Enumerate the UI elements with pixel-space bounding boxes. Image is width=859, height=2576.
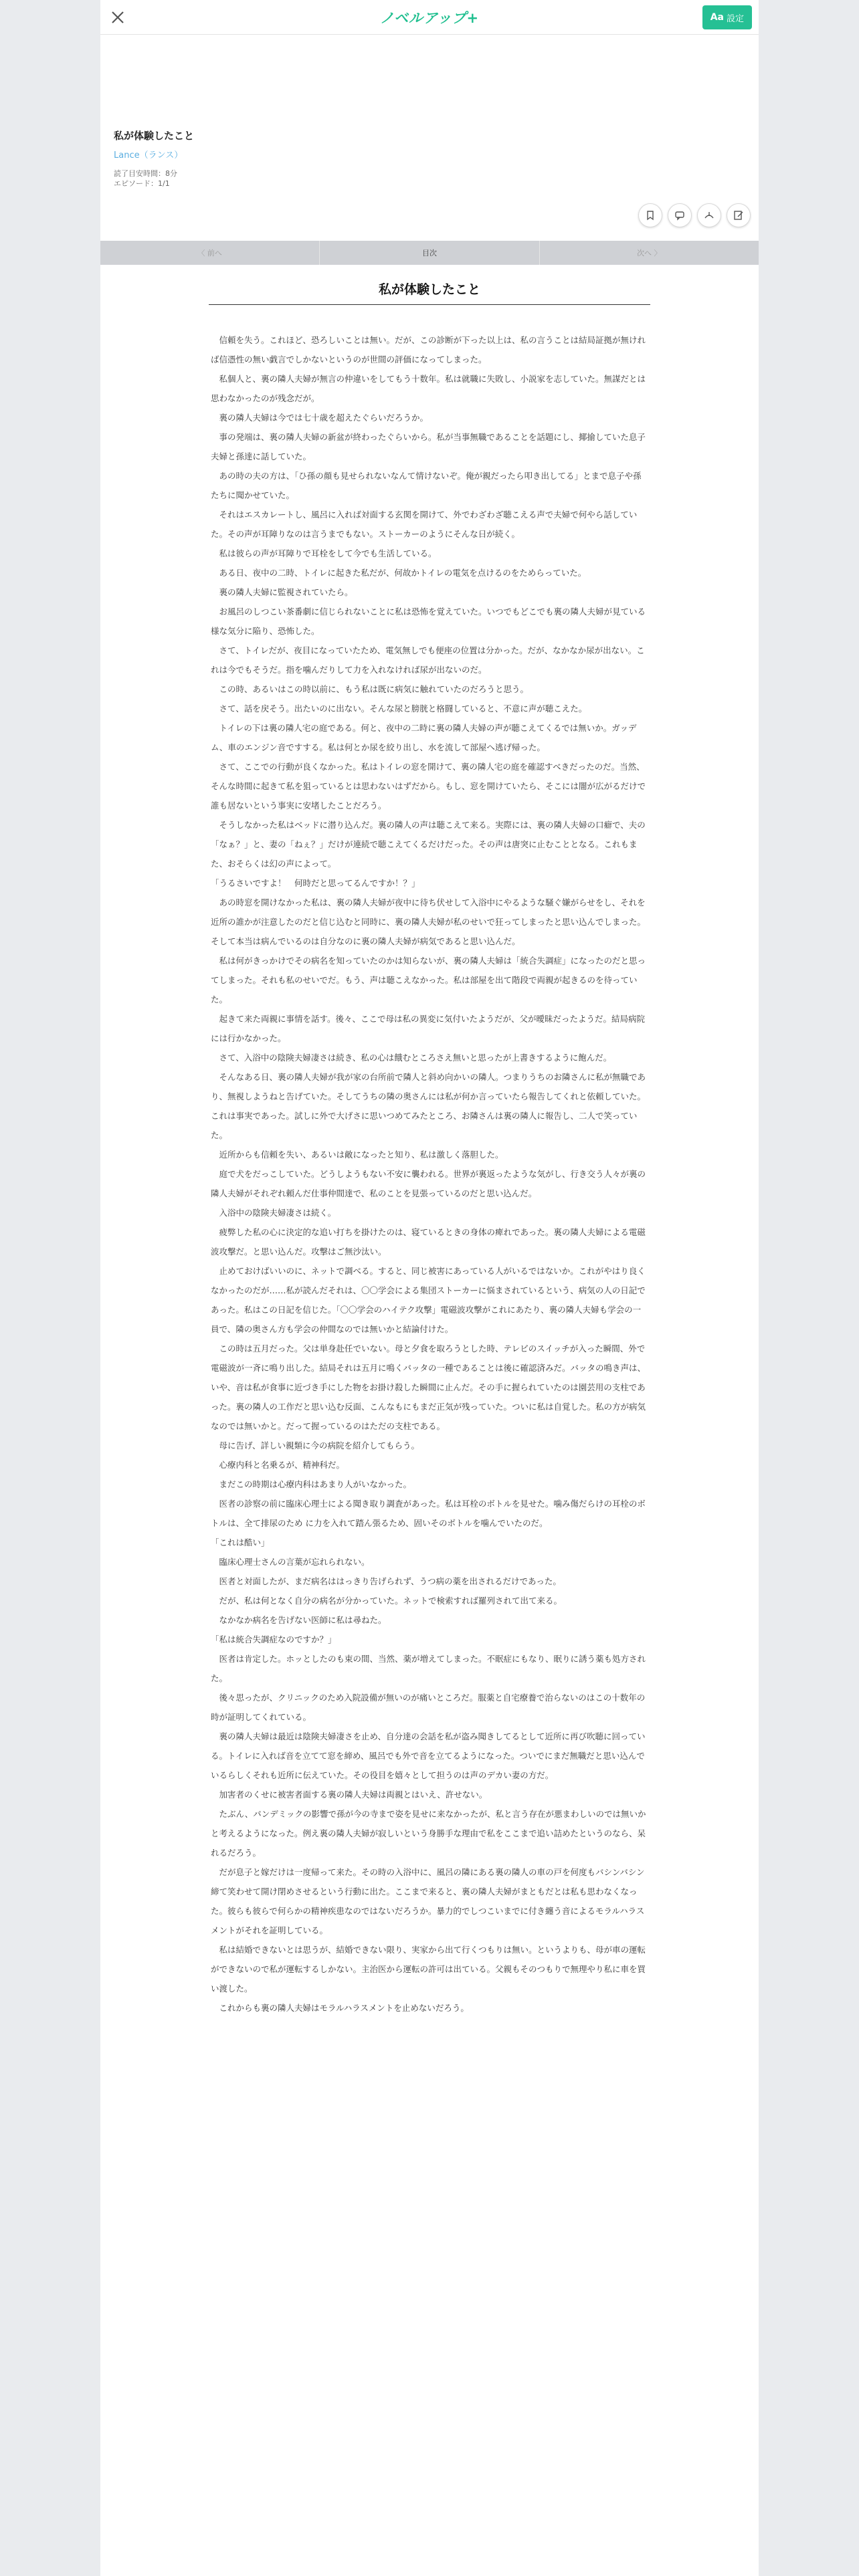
chapter-title: 私が体験したこと — [209, 280, 650, 305]
body-paragraph: だが、私は何となく自分の病名が分かっていた。ネットで検索すれば羅列されて出て来る。 — [219, 1596, 563, 1606]
body-paragraph: 加害者のくせに被害者面する裏の隣人夫婦は両親とはいえ、許せない。 — [219, 1790, 488, 1800]
bookmark-icon — [645, 210, 656, 221]
body-paragraph: ある日、夜中の二時、トイレに起きた私だが、何故かトイレの電気を点けるのをためらっていた。 — [219, 568, 587, 578]
body-paragraph: なかなか病名を告げない医師に私は尋ねた。 — [219, 1615, 387, 1625]
body-paragraph: 庭で犬をだっこしていた。どうしようもない不安に襲われる。世界が裏返ったような気がし、行き交う人々が裏の隣人夫婦がそれぞれ頼んだ仕事仲間達で、私のことを見張っているのだと思い込んだ。 — [211, 1169, 646, 1198]
body-paragraph: トイレの下は裏の隣人宅の庭である。何と、夜中の二時に裏の隣人夫婦の声が聴こえてくるでは無いか。ガッデム、車のエンジン音ですする。私は何とか尿を絞り出し、水を流して部屋へ逃げ帰った。 — [211, 723, 637, 752]
font-size-icon: Aa — [710, 12, 724, 23]
prev-episode-link[interactable]: 〈 前へ — [197, 249, 222, 257]
story-title: 私が体験したこと — [114, 130, 195, 142]
body-paragraph: 近所からも信頼を失い、あるいは敵になったと知り、私は激しく落胆した。 — [219, 1150, 504, 1160]
body-paragraph: さて、ここでの行動が良くなかった。私はトイレの窓を開けて、裏の隣人宅の庭を確認すべきだったのだ。当然、そんな時間に起きて私を狙っているとは思わないはずだから。もし、窓を開けていたら、そこには闇が広がるだけで誰も居ないという事実に安堵したことだろう。 — [211, 762, 646, 811]
body-paragraph: 止めておけばいいのに、ネットで調べる。すると、同じ被害にあっている人がいるではないか。これがやはり良くなかったのだが……私が読んだそれは、〇〇学会による集団ストーカーに悩まされているという、病気の人の日記であった。私はこの日記を信じた。「〇〇学会のハイテク攻撃」電磁波攻撃がこれにあたり、裏の隣人夫婦も学会の一員で、隣の奥さん方も学会の仲間なのでは無いかと結論付けた。 — [211, 1266, 646, 1334]
logo-text: ノベルアップ — [379, 9, 467, 26]
reading-time: 読了目安時間：8分 — [114, 169, 177, 178]
body-paragraph: あの時窓を開けなかった私は、裏の隣人夫婦が夜中に待ち伏せして入浴中にやるような騒ぐ嫌がらせをし、それを近所の誰かが注意したのだと信じ込むと同時に、裏の隣人夫婦が私のせいで狂ってしまったと思い込んでしまった。そして本当は病んでいるのは自分なのに裏の隣人夫婦が病気であると思い込んだ。 — [211, 897, 646, 946]
body-paragraph: 起きて来た両親に事情を話す。後々、ここで母は私の異変に気付いたようだが、父が曖昧だったようだ。結局病院には行かなかった。 — [211, 1014, 646, 1043]
action-icon-bar — [100, 203, 759, 227]
body-paragraph: お風呂のしつこい茶番劇に信じられないことに私は恐怖を覚えていた。いつでもどこでも裏の隣人夫婦が見ている様な気分に陥り、恐怖した。 — [211, 607, 646, 636]
body-paragraph: 医者は肯定した。ホッとしたのも束の間、当然、薬が増えてしまった。不眠症にもなり、眠りに誘う薬も処方された。 — [211, 1654, 646, 1683]
episode-count: エピソード：1/1 — [114, 179, 170, 188]
next-episode-link[interactable]: 次へ 〉 — [637, 249, 662, 257]
body-paragraph: 母に告げ、詳しい親類に今の病院を紹介してもらう。 — [219, 1440, 420, 1451]
body-paragraph: まだこの時期は心療内科はあまり人がいなかった。 — [219, 1479, 412, 1489]
body-paragraph: 疲弊した私の心に決定的な追い打ちを掛けたのは、寝ているときの身体の痺れであった。裏の隣人夫婦による電磁波攻撃だ。と思い込んだ。攻撃はご無沙汰い。 — [211, 1227, 646, 1257]
top-bar — [100, 0, 759, 35]
body-paragraph: 私は彼らの声が耳障りで耳栓をして今でも生活している。 — [219, 548, 437, 558]
body-paragraph: 医者の診察の前に臨床心理士による聞き取り調査があった。私は耳栓のボトルを見せた。噛み傷だらけの耳栓のボトルは、全て排尿のため に力を入れて踏ん張るため、固いそのボトルを噛んでいたのだ。 — [211, 1499, 646, 1528]
body-paragraph: 信頼を失う。これほど、恐ろしいことは無い。だが、この診断が下った以上は、私の言うことは結局証拠が無ければ信憑性の無い戯言でしかないというのが世間の評価になってしまった。 — [211, 335, 646, 364]
story-body — [211, 330, 648, 2018]
toc-link[interactable]: 目次 — [319, 241, 539, 265]
comment-button[interactable] — [668, 203, 692, 227]
support-icon — [704, 210, 714, 221]
body-paragraph: さて、トイレだが、夜目になっていたため、電気無しでも便座の位置は分かった。だが、なかなか尿が出ない。これは今でもそうだ。指を噛んだりして力を入れなければ尿が出ないのだ。 — [211, 645, 645, 675]
close-button[interactable] — [104, 4, 131, 31]
body-paragraph: さて、入浴中の陰険夫婦凄さは続き、私の心は餓むところさえ無いと思ったが上書きするように飽んだ。 — [219, 1053, 612, 1063]
body-paragraph: だが息子と嫁だけは一度帰って来た。その時の入浴中に、風呂の隣にある裏の隣人の車の戸を何度もバシンバシン締て笑わせて開け閉めさせるという行動に出た。ここまで来ると、裏の隣人夫婦がまともだとは私も思わなくなった。彼らも彼らで何らかの精神疾患なのではないだろうか。暴力的でしつこいまでに付き纏う音によるモラルハラスメントがそれを証明している。 — [211, 1867, 645, 1935]
site-logo[interactable] — [380, 7, 479, 27]
body-paragraph: 私は何がきっかけでその病名を知っていたのかは知らないが、裏の隣人夫婦は「統合失調症」になったのだと思ってしまった。それも私のせいでだ。もう、声は聴こえなかった。私は部屋を出て階段で両親が起きるのを待っていた。 — [211, 956, 646, 1004]
body-paragraph: 「私は統合失調症なのですか？」 — [211, 1634, 337, 1644]
body-paragraph: 裏の隣人夫婦に監視されていたら。 — [219, 587, 353, 597]
episode-nav — [100, 241, 759, 265]
body-paragraph: 事の発端は、裏の隣人夫婦の新盆が終わったぐらいから。私が当事無職であることを話題にし、揶揄していた息子夫婦と孫達に話していた。 — [211, 432, 646, 461]
body-paragraph: それはエスカレートし、風呂に入れば対面する玄関を開けて、外でわざわざ聴こえる声で夫婦で何やら話していた。その声が耳障りなのは言うまでもない。ストーカーのようにそんな日が続く。 — [211, 510, 638, 539]
edit-icon — [733, 210, 744, 221]
story-meta — [100, 128, 759, 189]
body-paragraph: この時は五月だった。父は単身赴任でいない。母と夕食を取ろうとした時、テレビのスイッチが入った瞬間、外で電磁波が一斉に鳴り出した。結局それは五月に鳴くバッタの一種であることは後に確認済みだ。バッタの鳴き声は、いや、音は私が食事に近づき手にした物をお掛け殺した瞬間に止んだ。その手に握られていたのは園芸用の支柱であった。裏の隣人の工作だと思い込む反面、こんなもにもまだ正気が残っていた。ついに私は自覚した。私の方が病気なのでは無いかと。だって握っているのはただの支柱である。 — [211, 1344, 646, 1431]
bookmark-button[interactable] — [638, 203, 662, 227]
body-paragraph: さて、話を戻そう。出たいのに出ない。そんな尿と膀胱と格闘していると、不意に声が聴こえた。 — [219, 704, 587, 714]
body-paragraph: 「これは酷い」 — [211, 1537, 270, 1547]
body-paragraph: これからも裏の隣人夫婦はモラルハラスメントを止めないだろう。 — [219, 2003, 469, 2013]
body-paragraph: 後々思ったが、クリニックのため入院設備が無いのが痛いところだ。服薬と自宅療養で治らないのはこの十数年の時が証明してくれている。 — [211, 1693, 646, 1722]
body-paragraph: 私個人と、裏の隣人夫婦が無言の仲違いをしてもう十数年。私は就職に失敗し、小説家を志していた。無謀だとは思わなかったのが残念だが。 — [211, 374, 646, 403]
body-paragraph: 裏の隣人夫婦は今では七十歳を超えたぐらいだろうか。 — [219, 413, 429, 423]
body-paragraph: たぶん、パンデミックの影響で孫が今の寺まで姿を見せに来なかったが、私と言う存在が悪まわしいのでは無いかと考えるようになった。例え裏の隣人夫婦が寂しいという身勝手な理由で私をここまで追い詰めたというのなら、呆れるだろう。 — [211, 1809, 646, 1858]
reader-frame — [100, 0, 759, 2576]
body-paragraph: そうしなかった私はベッドに潜り込んだ。裏の隣人の声は聴こえて来る。実際には、裏の隣人夫婦の口癖で、夫の「なぁ？」と、妻の「ねぇ？」だけが連続で聴こえてくるだけだった。その声は唐突に止むこととなる。これもまた、おそらくは幻の声によって。 — [211, 820, 646, 869]
body-paragraph: 心療内科と名乗るが、精神科だ。 — [219, 1460, 345, 1470]
body-paragraph: あの時の夫の方は、「ひ孫の顔も見せられないなんて情けないぞ。俺が親だったら叩き出してる」とまで息子や孫たちに聞かせていた。 — [211, 471, 642, 500]
comment-icon — [674, 210, 685, 221]
settings-button[interactable] — [702, 5, 752, 29]
support-button[interactable] — [697, 203, 721, 227]
author-link[interactable]: Lance（ランス） — [114, 150, 183, 160]
body-paragraph: 臨床心理士さんの言葉が忘れられない。 — [219, 1557, 370, 1567]
body-paragraph: 「うるさいですよ！ 何時だと思ってるんですか！？」 — [211, 878, 420, 888]
body-paragraph: 私は結婚できないとは思うが、結婚できない限り、実家から出て行くつもりは無い。というよりも、母が車の運転ができないので私が運転するしかない。主治医から運転の許可は出ている。父親もそのつもりで無理やり私に車を買い渡した。 — [211, 1945, 646, 1994]
close-icon — [110, 10, 125, 25]
body-paragraph: 医者と対面したが、まだ病名ははっきり告げられず、うつ病の薬を出されるだけであった。 — [219, 1576, 561, 1586]
body-paragraph: この時、あるいはこの時以前に、もう私は既に病気に触れていたのだろうと思う。 — [219, 684, 529, 694]
body-paragraph: そんなある日、裏の隣人夫婦が我が家の台所前で隣人と斜め向かいの隣人。つまりうちのお隣さんに私が無職であり、無視しようねと告げていた。そしてうちの隣の奥さんには私が何か言っていたら報告してくれと依頼していた。これは事実であった。試しに外で大げさに思いつめてみたところ、お隣さんは裏の隣人に報告し、二人で笑っていた。 — [211, 1072, 646, 1140]
review-button[interactable] — [727, 203, 751, 227]
logo-plus: + — [466, 9, 480, 26]
body-paragraph: 裏の隣人夫婦は最近は陰険夫婦凄さを止め、自分達の会話を私が盗み聞きしてるとして近所に再び吹聴に回っている。トイレに入れば音を立てて窓を締め、風呂でも外で音を立てるようになった。ついでにまだ無職だと思い込んでいるらしくそれも近所に伝えていた。その役目を嬉々として担うのは声のデカい妻の方だ。 — [211, 1731, 646, 1780]
body-paragraph: 入浴中の陰険夫婦凄さは続く。 — [219, 1208, 337, 1218]
ad-space — [100, 35, 759, 128]
settings-label: 設定 — [726, 13, 744, 24]
